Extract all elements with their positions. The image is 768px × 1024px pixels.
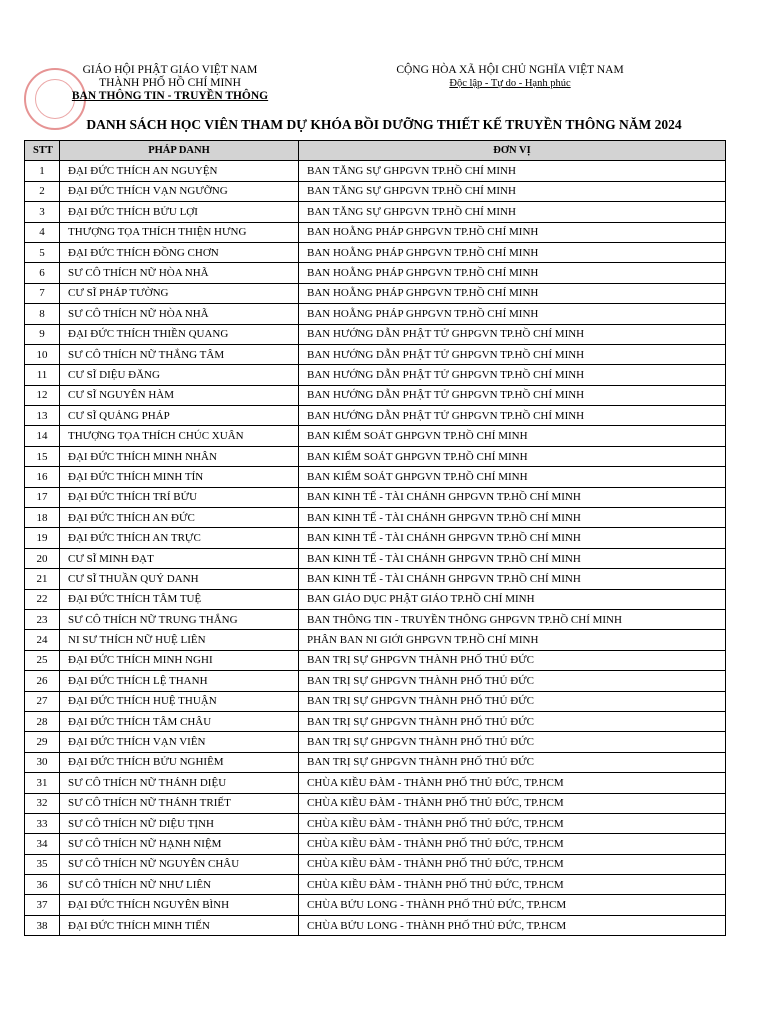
- cell-stt: 26: [25, 671, 60, 691]
- cell-phap-danh: ĐẠI ĐỨC THÍCH TÂM TUỆ: [60, 589, 299, 609]
- cell-don-vi: BAN KINH TẾ - TÀI CHÁNH GHPGVN TP.HỒ CHÍ MINH: [299, 508, 726, 528]
- table-row: [25, 181, 726, 201]
- table-row: [25, 446, 726, 466]
- cell-phap-danh: SƯ CÔ THÍCH NỮ TRUNG THẮNG: [60, 609, 299, 629]
- cell-stt: 9: [25, 324, 60, 344]
- cell-don-vi: BAN TRỊ SỰ GHPGVN THÀNH PHỐ THỦ ĐỨC: [299, 732, 726, 752]
- cell-don-vi: BAN HOẰNG PHÁP GHPGVN TP.HỒ CHÍ MINH: [299, 283, 726, 303]
- cell-don-vi: BAN TRỊ SỰ GHPGVN THÀNH PHỐ THỦ ĐỨC: [299, 691, 726, 711]
- cell-phap-danh: CƯ SĨ MINH ĐẠT: [60, 548, 299, 568]
- cell-don-vi: BAN TĂNG SỰ GHPGVN TP.HỒ CHÍ MINH: [299, 181, 726, 201]
- cell-phap-danh: ĐẠI ĐỨC THÍCH VẠN NGƯỠNG: [60, 181, 299, 201]
- cell-phap-danh: SƯ CÔ THÍCH NỮ HẠNH NIỆM: [60, 834, 299, 854]
- table-row: [25, 324, 726, 344]
- cell-phap-danh: CƯ SĨ QUẢNG PHÁP: [60, 406, 299, 426]
- cell-phap-danh: SƯ CÔ THÍCH NỮ NGUYÊN CHÂU: [60, 854, 299, 874]
- cell-don-vi: BAN KINH TẾ - TÀI CHÁNH GHPGVN TP.HỒ CHÍ MINH: [299, 487, 726, 507]
- table-row: [25, 508, 726, 528]
- cell-phap-danh: ĐẠI ĐỨC THÍCH LỆ THANH: [60, 671, 299, 691]
- document-title: DANH SÁCH HỌC VIÊN THAM DỰ KHÓA BỒI DƯỠNG THIẾT KẾ TRUYỀN THÔNG NĂM 2024: [86, 117, 682, 132]
- cell-don-vi: CHÙA KIỀU ĐÀM - THÀNH PHỐ THỦ ĐỨC, TP.HCM: [299, 773, 726, 793]
- cell-don-vi: BAN TĂNG SỰ GHPGVN TP.HỒ CHÍ MINH: [299, 161, 726, 181]
- table-row: [25, 752, 726, 772]
- cell-stt: 8: [25, 304, 60, 324]
- cell-stt: 30: [25, 752, 60, 772]
- cell-don-vi: BAN KIỂM SOÁT GHPGVN TP.HỒ CHÍ MINH: [299, 467, 726, 487]
- cell-don-vi: BAN HOẰNG PHÁP GHPGVN TP.HỒ CHÍ MINH: [299, 222, 726, 242]
- table-row: [25, 813, 726, 833]
- cell-don-vi: BAN HƯỚNG DẪN PHẬT TỬ GHPGVN TP.HỒ CHÍ MINH: [299, 385, 726, 405]
- cell-phap-danh: ĐẠI ĐỨC THÍCH MINH NGHI: [60, 650, 299, 670]
- cell-stt: 27: [25, 691, 60, 711]
- cell-stt: 15: [25, 446, 60, 466]
- cell-stt: 35: [25, 854, 60, 874]
- cell-stt: 11: [25, 365, 60, 385]
- table-row: [25, 487, 726, 507]
- cell-don-vi: BAN KIỂM SOÁT GHPGVN TP.HỒ CHÍ MINH: [299, 446, 726, 466]
- cell-stt: 18: [25, 508, 60, 528]
- table-row: [25, 711, 726, 731]
- cell-stt: 32: [25, 793, 60, 813]
- cell-don-vi: BAN KIỂM SOÁT GHPGVN TP.HỒ CHÍ MINH: [299, 426, 726, 446]
- cell-phap-danh: ĐẠI ĐỨC THÍCH ĐỒNG CHƠN: [60, 242, 299, 262]
- cell-don-vi: BAN TĂNG SỰ GHPGVN TP.HỒ CHÍ MINH: [299, 202, 726, 222]
- table-row: [25, 548, 726, 568]
- cell-phap-danh: THƯỢNG TỌA THÍCH CHÚC XUÂN: [60, 426, 299, 446]
- national-motto-line-2: Độc lập - Tự do - Hạnh phúc: [449, 78, 571, 89]
- cell-stt: 17: [25, 487, 60, 507]
- cell-stt: 31: [25, 773, 60, 793]
- cell-phap-danh: SƯ CÔ THÍCH NỮ NHƯ LIÊN: [60, 875, 299, 895]
- table-row: [25, 915, 726, 935]
- cell-phap-danh: ĐẠI ĐỨC THÍCH NGUYÊN BÌNH: [60, 895, 299, 915]
- table-row: [25, 283, 726, 303]
- cell-phap-danh: THƯỢNG TỌA THÍCH THIỆN HƯNG: [60, 222, 299, 242]
- table-row: [25, 875, 726, 895]
- cell-don-vi: BAN TRỊ SỰ GHPGVN THÀNH PHỐ THỦ ĐỨC: [299, 752, 726, 772]
- cell-don-vi: CHÙA KIỀU ĐÀM - THÀNH PHỐ THỦ ĐỨC, TP.HCM: [299, 834, 726, 854]
- cell-stt: 22: [25, 589, 60, 609]
- table-header-row: [25, 141, 726, 161]
- cell-stt: 29: [25, 732, 60, 752]
- cell-don-vi: BAN GIÁO DỤC PHẬT GIÁO TP.HỒ CHÍ MINH: [299, 589, 726, 609]
- cell-phap-danh: ĐẠI ĐỨC THÍCH BỬU LỢI: [60, 202, 299, 222]
- cell-don-vi: CHÙA BỬU LONG - THÀNH PHỐ THỦ ĐỨC, TP.HCM: [299, 915, 726, 935]
- table-row: [25, 671, 726, 691]
- cell-stt: 20: [25, 548, 60, 568]
- cell-don-vi: BAN THÔNG TIN - TRUYỀN THÔNG GHPGVN TP.HỒ CHÍ MINH: [299, 609, 726, 629]
- cell-stt: 14: [25, 426, 60, 446]
- cell-phap-danh: SƯ CÔ THÍCH NỮ HÒA NHÃ: [60, 304, 299, 324]
- cell-stt: 16: [25, 467, 60, 487]
- table-row: [25, 344, 726, 364]
- cell-stt: 12: [25, 385, 60, 405]
- cell-don-vi: BAN HƯỚNG DẪN PHẬT TỬ GHPGVN TP.HỒ CHÍ MINH: [299, 344, 726, 364]
- table-row: [25, 242, 726, 262]
- table-row: [25, 528, 726, 548]
- cell-don-vi: BAN HƯỚNG DẪN PHẬT TỬ GHPGVN TP.HỒ CHÍ MINH: [299, 406, 726, 426]
- cell-don-vi: CHÙA KIỀU ĐÀM - THÀNH PHỐ THỦ ĐỨC, TP.HCM: [299, 854, 726, 874]
- cell-don-vi: BAN KINH TẾ - TÀI CHÁNH GHPGVN TP.HỒ CHÍ MINH: [299, 548, 726, 568]
- cell-don-vi: BAN HOẰNG PHÁP GHPGVN TP.HỒ CHÍ MINH: [299, 304, 726, 324]
- table-row: [25, 365, 726, 385]
- cell-don-vi: PHÂN BAN NI GIỚI GHPGVN TP.HỒ CHÍ MINH: [299, 630, 726, 650]
- table-row: [25, 467, 726, 487]
- cell-stt: 3: [25, 202, 60, 222]
- cell-stt: 2: [25, 181, 60, 201]
- cell-stt: 34: [25, 834, 60, 854]
- cell-phap-danh: SƯ CÔ THÍCH NỮ DIỆU TỊNH: [60, 813, 299, 833]
- cell-stt: 7: [25, 283, 60, 303]
- cell-phap-danh: CƯ SĨ DIỆU ĐĂNG: [60, 365, 299, 385]
- participant-table: [24, 140, 726, 936]
- table-row: [25, 222, 726, 242]
- cell-phap-danh: ĐẠI ĐỨC THÍCH AN NGUYỆN: [60, 161, 299, 181]
- org-line-3: BAN THÔNG TIN - TRUYỀN THÔNG: [71, 90, 269, 102]
- cell-don-vi: BAN KINH TẾ - TÀI CHÁNH GHPGVN TP.HỒ CHÍ MINH: [299, 569, 726, 589]
- cell-don-vi: CHÙA KIỀU ĐÀM - THÀNH PHỐ THỦ ĐỨC, TP.HCM: [299, 813, 726, 833]
- organization-header: [60, 64, 280, 103]
- cell-phap-danh: SƯ CÔ THÍCH NỮ HÒA NHÃ: [60, 263, 299, 283]
- header-stt: STT: [25, 141, 60, 161]
- cell-phap-danh: ĐẠI ĐỨC THÍCH AN TRỰC: [60, 528, 299, 548]
- table-row: [25, 609, 726, 629]
- cell-stt: 4: [25, 222, 60, 242]
- cell-phap-danh: CƯ SĨ PHÁP TƯỜNG: [60, 283, 299, 303]
- cell-stt: 21: [25, 569, 60, 589]
- cell-phap-danh: CƯ SĨ NGUYÊN HÀM: [60, 385, 299, 405]
- cell-phap-danh: ĐẠI ĐỨC THÍCH TRÍ BỬU: [60, 487, 299, 507]
- cell-don-vi: BAN HOẰNG PHÁP GHPGVN TP.HỒ CHÍ MINH: [299, 263, 726, 283]
- cell-phap-danh: ĐẠI ĐỨC THÍCH THIỀN QUANG: [60, 324, 299, 344]
- cell-phap-danh: ĐẠI ĐỨC THÍCH VẠN VIÊN: [60, 732, 299, 752]
- cell-stt: 38: [25, 915, 60, 935]
- cell-don-vi: BAN TRỊ SỰ GHPGVN THÀNH PHỐ THỦ ĐỨC: [299, 711, 726, 731]
- cell-stt: 25: [25, 650, 60, 670]
- table-row: [25, 630, 726, 650]
- table-row: [25, 304, 726, 324]
- cell-phap-danh: ĐẠI ĐỨC THÍCH MINH NHÂN: [60, 446, 299, 466]
- cell-don-vi: BAN KINH TẾ - TÀI CHÁNH GHPGVN TP.HỒ CHÍ MINH: [299, 528, 726, 548]
- cell-don-vi: BAN TRỊ SỰ GHPGVN THÀNH PHỐ THỦ ĐỨC: [299, 671, 726, 691]
- table-row: [25, 895, 726, 915]
- cell-stt: 28: [25, 711, 60, 731]
- cell-phap-danh: CƯ SĨ THUẦN QUÝ DANH: [60, 569, 299, 589]
- cell-stt: 19: [25, 528, 60, 548]
- cell-stt: 23: [25, 609, 60, 629]
- cell-phap-danh: ĐẠI ĐỨC THÍCH BỬU NGHIÊM: [60, 752, 299, 772]
- cell-don-vi: BAN HƯỚNG DẪN PHẬT TỬ GHPGVN TP.HỒ CHÍ MINH: [299, 365, 726, 385]
- table-row: [25, 854, 726, 874]
- table-row: [25, 650, 726, 670]
- cell-don-vi: CHÙA KIỀU ĐÀM - THÀNH PHỐ THỦ ĐỨC, TP.HCM: [299, 793, 726, 813]
- cell-phap-danh: ĐẠI ĐỨC THÍCH MINH TÍN: [60, 467, 299, 487]
- cell-don-vi: BAN HOẰNG PHÁP GHPGVN TP.HỒ CHÍ MINH: [299, 242, 726, 262]
- cell-phap-danh: SƯ CÔ THÍCH NỮ THÁNH TRIẾT: [60, 793, 299, 813]
- table-row: [25, 834, 726, 854]
- cell-phap-danh: NI SƯ THÍCH NỮ HUỆ LIÊN: [60, 630, 299, 650]
- national-motto-line-1: CỘNG HÒA XÃ HỘI CHỦ NGHĨA VIỆT NAM: [396, 64, 624, 76]
- table-row: [25, 426, 726, 446]
- cell-phap-danh: ĐẠI ĐỨC THÍCH HUỆ THUẬN: [60, 691, 299, 711]
- table-row: [25, 406, 726, 426]
- cell-phap-danh: ĐẠI ĐỨC THÍCH TÂM CHÂU: [60, 711, 299, 731]
- table-row: [25, 569, 726, 589]
- cell-phap-danh: SƯ CÔ THÍCH NỮ THẮNG TÂM: [60, 344, 299, 364]
- header-phap-danh: PHÁP DANH: [60, 141, 299, 161]
- org-line-1: GIÁO HỘI PHẬT GIÁO VIỆT NAM: [82, 64, 258, 76]
- table-row: [25, 385, 726, 405]
- cell-stt: 33: [25, 813, 60, 833]
- cell-stt: 36: [25, 875, 60, 895]
- cell-stt: 6: [25, 263, 60, 283]
- cell-stt: 13: [25, 406, 60, 426]
- cell-don-vi: CHÙA KIỀU ĐÀM - THÀNH PHỐ THỦ ĐỨC, TP.HCM: [299, 875, 726, 895]
- table-row: [25, 263, 726, 283]
- org-line-2: THÀNH PHỐ HỒ CHÍ MINH: [99, 77, 241, 89]
- header-don-vi: ĐƠN VỊ: [299, 141, 726, 161]
- table-row: [25, 793, 726, 813]
- cell-stt: 5: [25, 242, 60, 262]
- table-row: [25, 732, 726, 752]
- table-row: [25, 202, 726, 222]
- cell-phap-danh: SƯ CÔ THÍCH NỮ THÁNH DIỆU: [60, 773, 299, 793]
- national-header: [380, 64, 640, 90]
- table-row: [25, 691, 726, 711]
- table-row: [25, 161, 726, 181]
- cell-phap-danh: ĐẠI ĐỨC THÍCH MINH TIẾN: [60, 915, 299, 935]
- cell-don-vi: BAN HƯỚNG DẪN PHẬT TỬ GHPGVN TP.HỒ CHÍ MINH: [299, 324, 726, 344]
- cell-don-vi: CHÙA BỬU LONG - THÀNH PHỐ THỦ ĐỨC, TP.HCM: [299, 895, 726, 915]
- cell-stt: 10: [25, 344, 60, 364]
- cell-stt: 1: [25, 161, 60, 181]
- table-row: [25, 773, 726, 793]
- cell-stt: 24: [25, 630, 60, 650]
- cell-don-vi: BAN TRỊ SỰ GHPGVN THÀNH PHỐ THỦ ĐỨC: [299, 650, 726, 670]
- cell-stt: 37: [25, 895, 60, 915]
- table-row: [25, 589, 726, 609]
- cell-phap-danh: ĐẠI ĐỨC THÍCH AN ĐỨC: [60, 508, 299, 528]
